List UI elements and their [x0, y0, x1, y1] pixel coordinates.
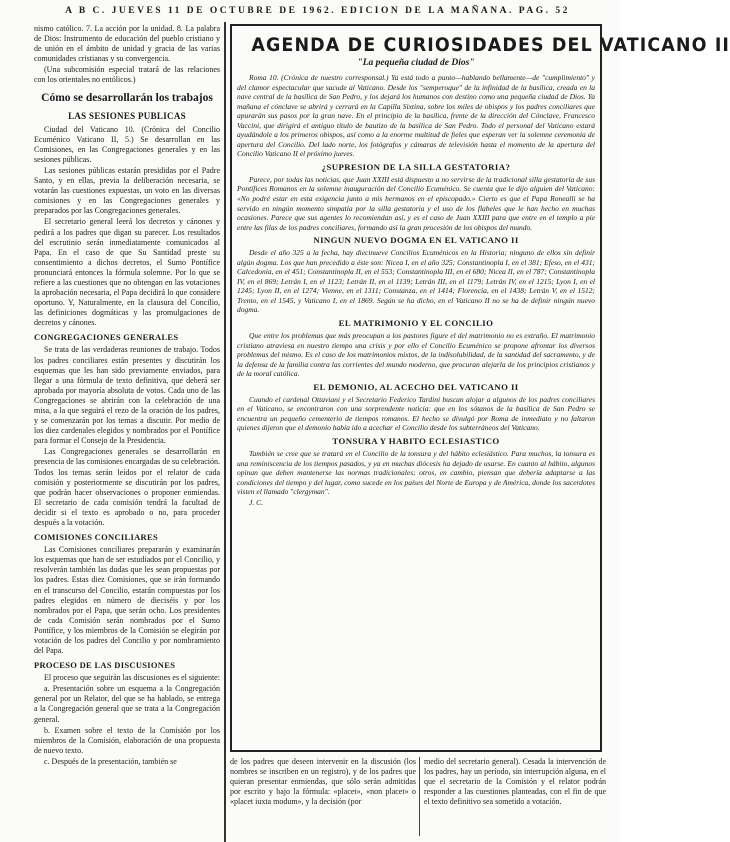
agenda-masthead: AGENDA DE CURIOSIDADES DEL VATICANO II	[251, 34, 730, 56]
agenda-section-text: Parece, por todas las noticias, que Juan XXIII está dispuesto a no servirse de la tradicional silla gestatoria de sus Pontífices Romanos en la solemne inauguración del Concilio Ecuménico. Se cuenta que le dijo alguien del Vaticano: «No podré estar en esta exigencia junto a mis hermanos en el episcopado.» Cierto es que el Papa Ronealli se ha servido en ningún momento simpatía por la silla gestatoria y el uso de los flabeles que le han hecho en muchas ocasiones. Parece que sus agentes lo recomiendan así, y es el caso de Juan XXIII para que entre en el templo a pie entre las filas de los padres conciliares, formando así la gran procesión de los obispos del mundo.	[237, 174, 595, 232]
section-title: Cómo se desarrollarán los trabajos	[41, 91, 213, 104]
agenda-section-text: También se cree que se tratará en el Concilio de la tonsura y del hábito eclesiástico. Para muchos, la tonsura es una reminiscencia de los tiempos pasados, y ya en muchas diócesis ha dejado de usarse. En cuanto al hábito, algunos opinan que deben mantenerse las normas tradicionales; otros, en cambio, piensan que debería adaptarse a las condiciones del tiempo y del lugar, como sucede en los países del Norte de Europa y de América, donde los sacerdotes visten el llamado "clergyman".	[237, 448, 595, 497]
sessions-paragraph: Las sesiones públicas estarán presididas por el Padre Santo, y en ellas, previa la deliberación necesaria, se votarán las cuestiones expuestas, un voto en las diversas comisiones y en las Congregaciones generales y preparados por las Congregaciones generales.	[34, 165, 220, 216]
sessions-heading: LAS SESIONES PUBLICAS	[68, 110, 186, 121]
sessions-paragraph: El secretario general leerá los decretos y cánones y pedirá a los padres que digan su parecer. Los resultados del escrutinio serán inmediatamente comunicados al Papa. En el caso de que Su Santidad preste su consentimiento a dichos decretos, el Sumo Pontífice pronunciará entonces la fórmula solemne. Por lo que se refiere a las cuestiones que no obtengan en las votaciones la aprobación necesaria, el Papa decidirá lo que considere oportuno. Y, Naturalmente, en la clausura del Concilio, las definiciones dogmáticas y las promulgaciones de decretos y cánones.	[34, 217, 220, 328]
commissions-paragraph: Las Comisiones conciliares prepararán y examinarán los esquemas que han de ser estudiados por el Concilio, y resolverán también las dudas que les sean propuestas por los padres. Estas diez Comisiones, que se irán formando en el transcurso del Concilio, estarán compuestas por los padres elegidos en número de dieciséis y por los nombrados por el Papa, que serán ocho. Los presidentes de cada Comisión serán nombrados por el Sumo Pontífice, y los miembros de la Comisión se elegirán por votación de los padres del Concilio y por nombramiento del Papa.	[34, 545, 220, 656]
column-rule	[224, 22, 226, 842]
agenda-subtitle: "La pequeña ciudad de Dios"	[357, 58, 475, 68]
left-column	[34, 24, 220, 836]
agenda-intro: Roma 10. (Crónica de nuestro corresponsal.) Ya está todo a punto—hablando bellamente—de "cumplimiento" y del clamor espectacular que sacude al Vaticano. Desde los "semperoque" de la infinidad de la basílica, creada en la nave central de la basílica de San Pedro, y los dejará los humanos con destino como una pequeña ciudad de Dios. Ya mañana el cónclave se abrirá y cerrará en la Capilla Sixtina, sobre los miles de obispos y los padres conciliares que apurarán sus pasos por la gran nave. En el principio de la basílica, frente de la dirección del Cónclave, Francesco Vaccini, que dirigirá el antiguo título de bautizo de la basílica de San Pedro. Todo el personal del Vaticano estará ayudándole a los primeros obispos, así como a la enorme multitud de fieles que esperan ver la solemne ceremonia de apertura del Concilio. Del lado norte, los fotógrafos y cámaras de televisión hasta el momento de la apertura del Concilio Vaticano II el próximo jueves.	[237, 73, 595, 159]
agenda-section-text: Cuando el cardenal Ottaviani y el Secretario Federico Tardini buscan alojar a algunos de los padres conciliares en el Vaticano, se encontraron con una sorprendente noticia: que en los sótanos de la basílica de San Pedro se encuentra un pequeño cementerio de tiempos romanos. El hecho se divulgó por Roma de inmediato y no faltaron quienes dijeron que el demonio había ido a acechar el Concilio desde los subterráneos del Vaticano.	[237, 394, 595, 433]
agenda-box	[230, 24, 730, 752]
agenda-section-heading: EL MATRIMONIO Y EL CONCILIO	[338, 318, 494, 329]
process-paragraph: a. Presentación sobre un esquema a la Congregación general por un Relator, del que se ha hablado, se entrega a la Congregación general que se trata a la Congregación general.	[34, 684, 220, 724]
bottom-column-1	[230, 757, 416, 836]
right-area	[230, 24, 730, 836]
process-paragraph: El proceso que seguirán las discusiones es el siguiente:	[44, 673, 220, 683]
process-heading: PROCESO DE LAS DISCUSIONES	[34, 660, 176, 671]
agenda-section-heading: ¿SUPRESION DE LA SILLA GESTATORIA?	[321, 161, 511, 172]
running-header: A B C. JUEVES 11 DE OCTUBRE DE 1962. EDICION DE LA MAÑANA. PAG. 52	[65, 6, 570, 16]
process-paragraph: c. Después de la presentación, también se	[44, 756, 177, 766]
intro-paragraph: (Una subcomisión especial tratará de las relaciones con los orientales no entólicos.)	[34, 65, 220, 85]
agenda-section-text: Que entre los problemas que más preocupan a los pastores figure el del matrimonio no es extraño. El matrimonio cristiano atraviesa en nuestro tiempo una crisis y por ello el Concilio Ecuménico se propone afrontar los diversos problemas del mismo. Es el caso de los matrimonios mixtos, de la indisolubilidad, de la santidad del sacramento, y de la defensa de la familia contra las corrientes del mundo moderno, que procuran alejarla de los principios cristianos y de la moral católica.	[237, 331, 595, 379]
agenda-signature: J. C.	[249, 497, 263, 507]
agenda-section-text: Desde el año 325 a la fecha, hay diecinueve Concilios Ecuménicos en la Historia; ninguno de ellos sin definir algún dogma. Los que han precedido a éste son: Nicea I, en el año 325; Constantinopla I, en el 381; Efeso, en el 431; Calcedonia, en el 451; Constantinopla II, en el 553; Constantinopla III, en el 680; Nicea II, en el 787; Constantinopla IV, en el 869; Letrán I, en el 1123; Letrán II, en el 1139; Letrán III, en el 1179; Letrán IV, en el 1215; Lyon I, en el 1245; Lyon II, en el 1274; Vienne, en el 1311; Constanza, en el 1414; Florencia, en el 1438; Letrán V, en el 1512; Trento, en el 1545, y Vaticano I, en el 1869. Según se ha dicho, en el Vaticano II no se ha de definir ningún nuevo dogma.	[237, 248, 595, 315]
congregations-paragraph: Las Congregaciones generales se desarrollarán en presencia de las comisiones encargadas de su celebración. Todos los temas serán leídos por el relator de cada comisión y posteriormente se discutirán por los padres, que podrán hacer observaciones o proponer enmiendas. El secretario de cada comisión tendrá la facultad de decidir si el texto es aprobado o no, para proceder después a la votación.	[34, 447, 220, 528]
intro-paragraph: nismo católico. 7. La acción por la unidad. 8. La palabra de Dios: Instrumento de educación del pueblo cristiano y de unión en el ámbito de unidad y gracia de las varias comunidades cristianas y su convergencia.	[34, 24, 220, 64]
bottom-column-rule	[419, 757, 420, 836]
agenda-section-heading: TONSURA Y HABITO ECLESIASTICO	[332, 435, 500, 446]
congregations-paragraph: Se trata de las verdaderas reuniones de trabajo. Todos los padres conciliares están presentes y discutirán los esquemas que les han sido previamente enviados, para llegar a una fórmula de texto definitiva, que deberá ser aprobada por mayoría absoluta de votos. Cada uno de las Congregaciones se abrirán con la celebración de una misa, a la que seguirá el rezo de la oración de los padres, y se comenzarán por los temas a discutir. Por medio de los diez cardenales elegidos y nombrados por el Pontífice para formar el Consejo de la Presidencia.	[34, 345, 220, 446]
sessions-paragraph: Ciudad del Vaticano 10. (Crónica del Concilio Ecuménico Vaticano II, 5.) Se desarrollan en las Comisiones, en las Congregaciones generales y en las sesiones públicas.	[34, 124, 220, 164]
bottom-text-2: medio del secretario general). Cesada la intervención de los padres, hay un período, sin interrupción alguna, en el que el secretario de la Comisión y el relator podrán responder a las cuestiones planteadas, con el fin de que el texto definitivo sea sometido a votación.	[424, 757, 606, 807]
agenda-section-heading: NINGUN NUEVO DOGMA EN EL VATICANO II	[313, 235, 519, 246]
agenda-section-heading: EL DEMONIO, AL ACECHO DEL VATICANO II	[313, 381, 519, 392]
bottom-column-2	[424, 757, 606, 836]
process-paragraph: b. Examen sobre el texto de la Comisión por los miembros de la Comisión, elaboración de una propuesta de nuevo texto.	[34, 725, 220, 755]
commissions-heading: COMISIONES CONCILIARES	[34, 532, 158, 543]
congregations-heading: CONGREGACIONES GENERALES	[34, 332, 179, 343]
bottom-text-1: de los padres que deseen intervenir en la discusión (los nombres se inscriben en un registro), y de los padres que quieran presentar enmiendas, que sólo serán admitidas por escrito y bajo la fórmula: «placet», «non placet» o «placet iuxta modum», y la decisión (por	[230, 757, 416, 807]
